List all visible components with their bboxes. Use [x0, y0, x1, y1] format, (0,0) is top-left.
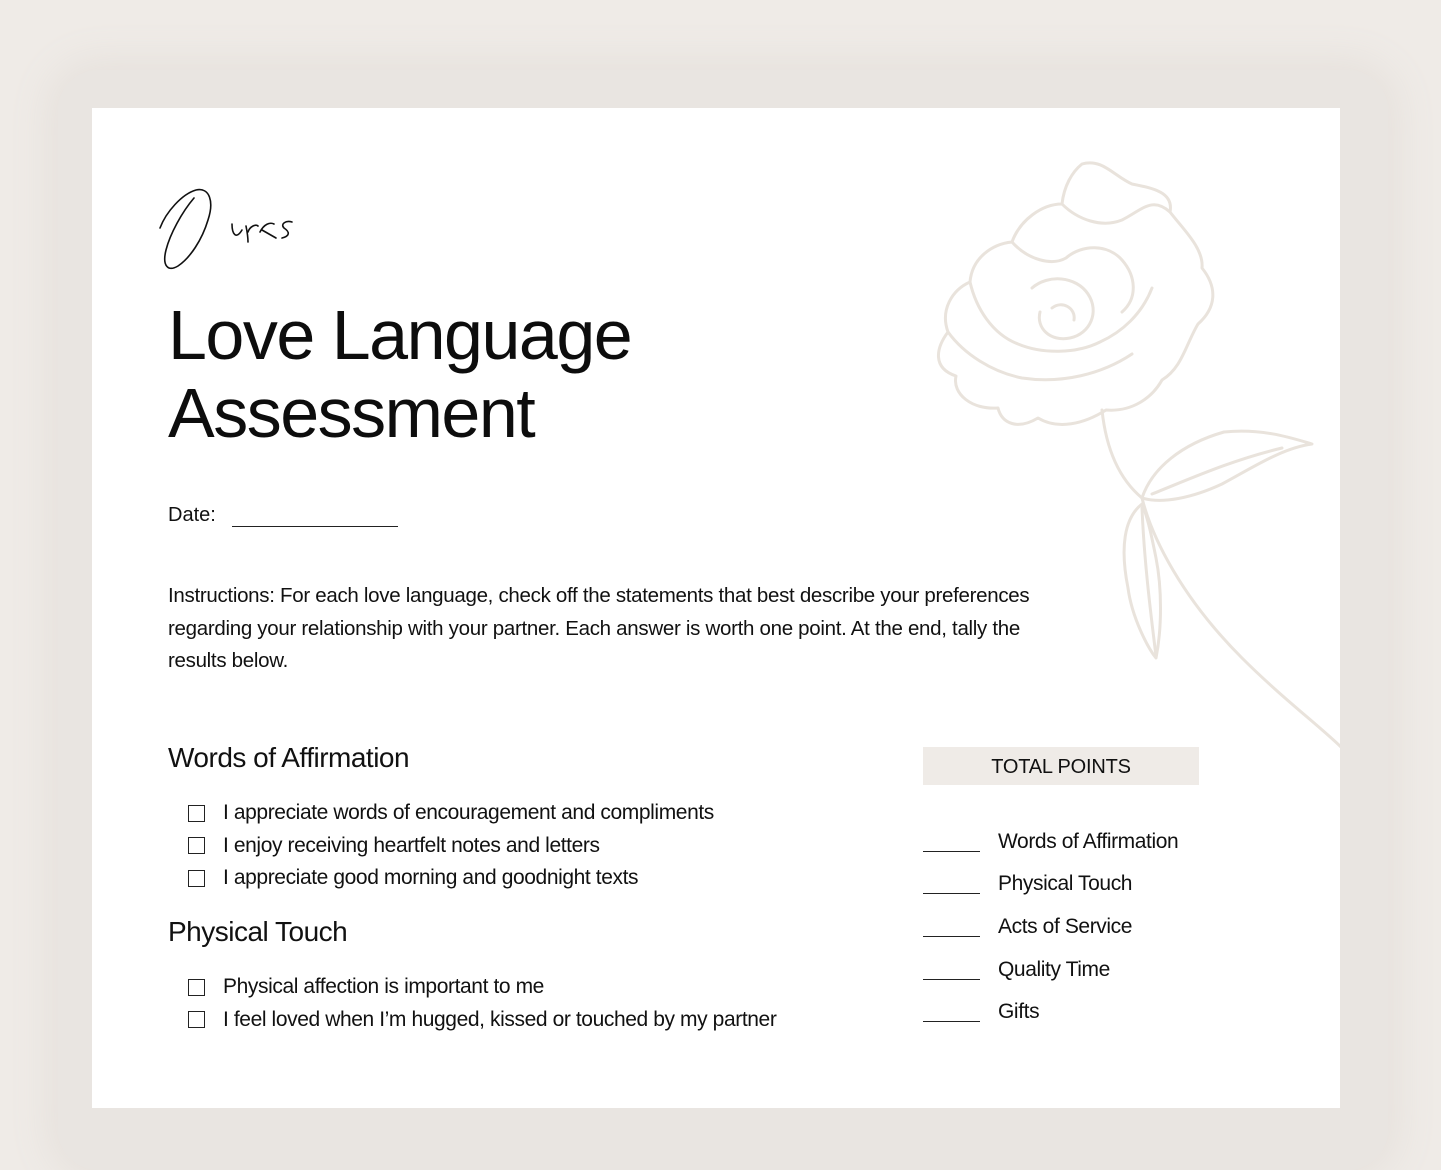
- page-title: [168, 296, 631, 452]
- statement-text: Physical affection is important to me: [223, 975, 544, 999]
- instructions-body: For each love language, check off the statements that best describe your preferences regarding your relationship with your partner. Each answer is worth one point. At the end, tally the results below.: [168, 584, 1030, 672]
- date-label: Date:: [168, 504, 216, 526]
- checkbox-icon[interactable]: [188, 870, 205, 887]
- date-row: [168, 504, 398, 527]
- total-row: [923, 986, 1199, 1029]
- total-row: [923, 943, 1199, 986]
- list-item: [188, 971, 776, 1004]
- section-title-physical-touch: Physical Touch: [168, 916, 348, 947]
- checkbox-icon[interactable]: [188, 805, 205, 822]
- score-blank-line[interactable]: [923, 936, 980, 937]
- total-row: [923, 858, 1199, 901]
- total-label: Words of Affirmation: [998, 829, 1179, 853]
- checkbox-icon[interactable]: [188, 979, 205, 996]
- total-label: Quality Time: [998, 957, 1110, 981]
- total-label: Physical Touch: [998, 872, 1133, 896]
- score-blank-line[interactable]: [923, 1021, 980, 1022]
- total-label: Acts of Service: [998, 915, 1133, 939]
- total-points-list: [923, 815, 1199, 1028]
- total-row: [923, 900, 1199, 943]
- date-blank-line[interactable]: [232, 506, 398, 527]
- list-item: [188, 1004, 776, 1037]
- total-row: [923, 815, 1199, 858]
- score-blank-line[interactable]: [923, 851, 980, 852]
- statement-text: I enjoy receiving heartfelt notes and letters: [223, 833, 600, 857]
- score-blank-line[interactable]: [923, 893, 980, 894]
- worksheet-page: [92, 108, 1340, 1108]
- instructions-text: [168, 580, 1048, 678]
- list-item: [188, 797, 714, 830]
- list-item: [188, 862, 714, 895]
- section-title-words-of-affirmation: Words of Affirmation: [168, 742, 410, 773]
- instructions-lead: Instructions:: [168, 584, 275, 607]
- total-points-header: TOTAL POINTS: [923, 747, 1199, 785]
- checkbox-icon[interactable]: [188, 1011, 205, 1028]
- checklist-physical-touch: [188, 971, 776, 1036]
- ours-logo-icon: [152, 182, 302, 272]
- title-line-2: Assessment: [168, 374, 535, 452]
- title-line-1: Love Language: [168, 296, 632, 374]
- statement-text: I appreciate words of encouragement and compliments: [223, 801, 714, 825]
- total-label: Gifts: [998, 1000, 1040, 1024]
- statement-text: I feel loved when I’m hugged, kissed or touched by my partner: [223, 1007, 777, 1031]
- score-blank-line[interactable]: [923, 979, 980, 980]
- checklist-words-of-affirmation: [188, 797, 714, 895]
- total-points-panel: [923, 747, 1199, 1028]
- list-item: [188, 830, 714, 863]
- statement-text: I appreciate good morning and goodnight texts: [223, 866, 639, 890]
- checkbox-icon[interactable]: [188, 837, 205, 854]
